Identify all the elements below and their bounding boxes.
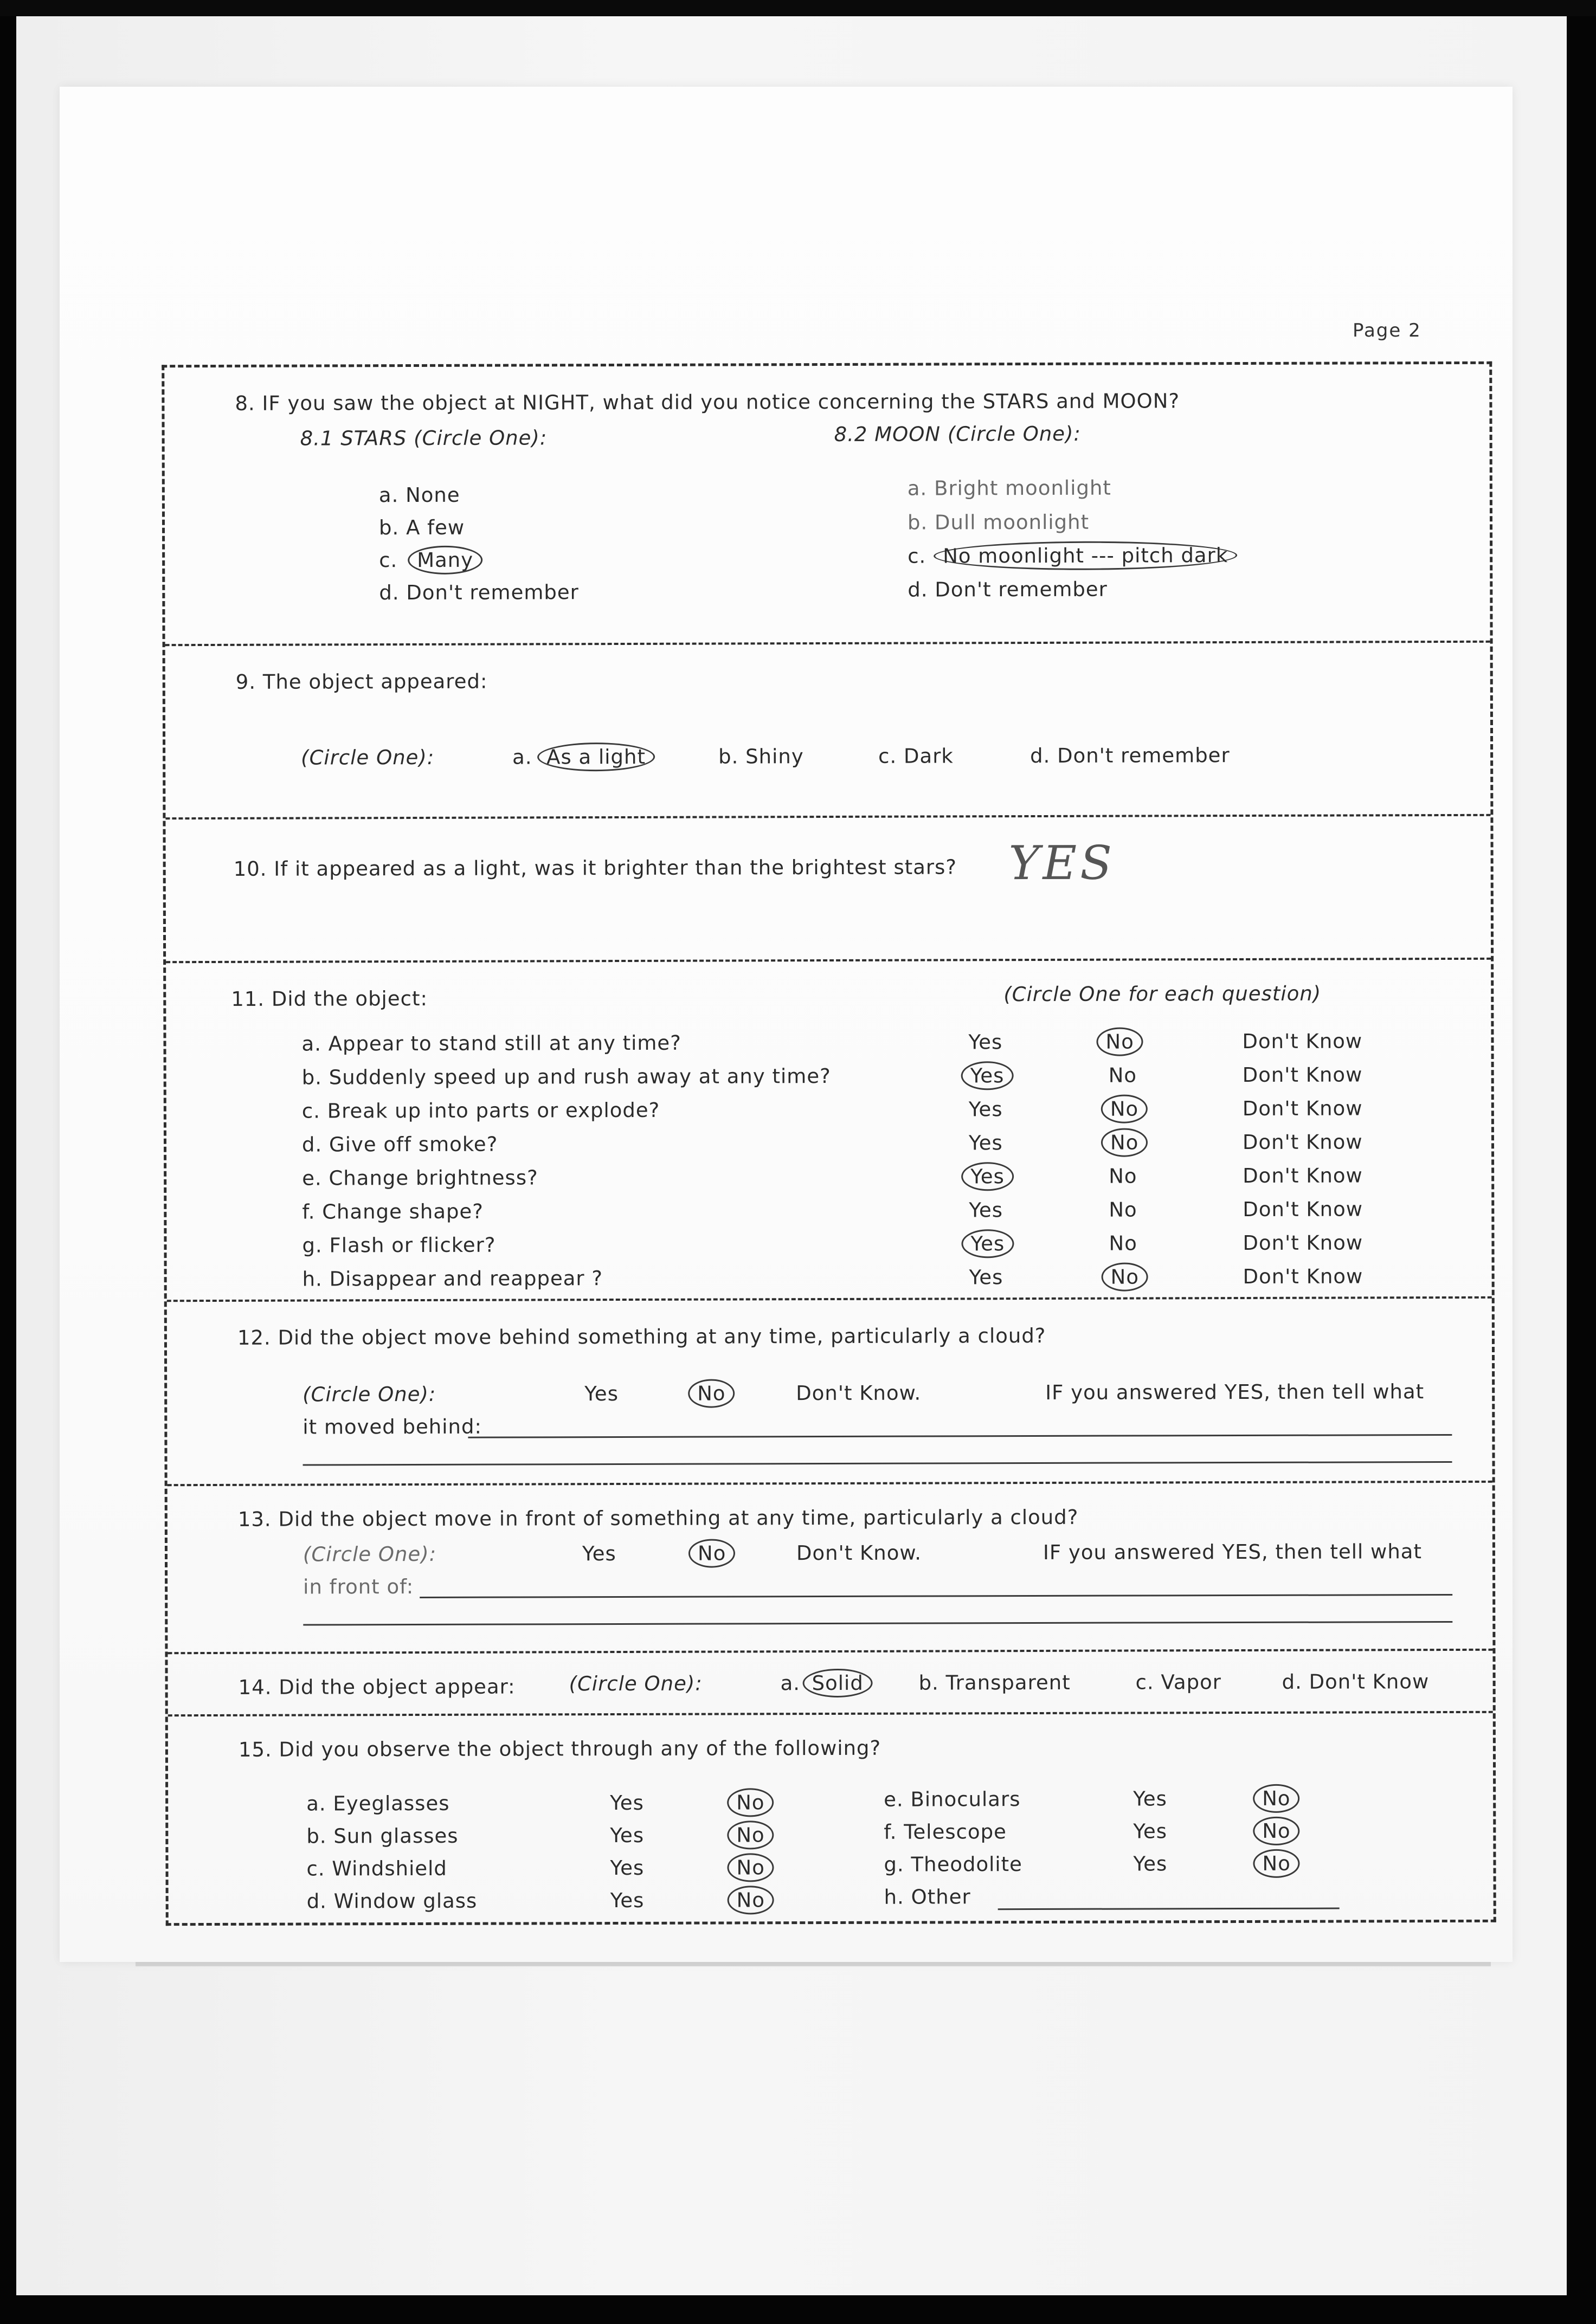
question-11-section (166, 958, 1492, 1296)
q11-d-yes[interactable]: Yes (968, 1131, 1003, 1155)
q15-sun-glasses-no[interactable] (735, 1823, 774, 1847)
question-9-section (165, 641, 1491, 819)
question-10-section (165, 814, 1491, 963)
q9-option-shiny[interactable]: b. Shiny (718, 745, 804, 769)
q15-telescope-yes[interactable]: Yes (1133, 1819, 1168, 1843)
q11-item-c: c. Break up into parts or explode? (301, 1098, 660, 1123)
q11-g-yes[interactable] (969, 1232, 1014, 1255)
q11-e-no[interactable]: No (1109, 1164, 1137, 1188)
q15-sun-glasses-no-circled: No (727, 1821, 774, 1849)
q12-dont-know[interactable]: Don't Know. (796, 1381, 922, 1405)
moon-option-dont-remember[interactable]: d. Don't remember (908, 577, 1108, 602)
q11-c-no[interactable] (1109, 1097, 1148, 1120)
q15-theodolite-no[interactable] (1260, 1852, 1299, 1875)
q14-option-a-prefix: a. (780, 1671, 801, 1695)
q11-item-b: b. Suddenly speed up and rush away at any time? (301, 1064, 831, 1089)
q9-option-as-a-light-circled: As a light (537, 743, 655, 772)
questionnaire-form (162, 361, 1496, 1926)
question-8-text: 8. IF you saw the object at NIGHT, what did you notice concerning the STARS and MOON? (235, 389, 1180, 415)
q15-eyeglasses: a. Eyeglasses (306, 1791, 450, 1816)
q12-prompt: it moved behind: (303, 1415, 482, 1439)
moon-option-dull[interactable]: b. Dull moonlight (907, 510, 1090, 534)
q11-item-g: g. Flash or flicker? (302, 1233, 496, 1257)
q12-followup: IF you answered YES, then tell what (1045, 1380, 1425, 1404)
q15-sun-glasses-yes[interactable]: Yes (610, 1823, 645, 1848)
q15-telescope-no-circled: No (1253, 1817, 1299, 1845)
moon-option-bright[interactable]: a. Bright moonlight (907, 476, 1111, 500)
q11-d-dont-know[interactable]: Don't Know (1242, 1130, 1363, 1154)
stars-option-a-few[interactable]: b. A few (378, 515, 465, 540)
question-15-text: 15. Did you observe the object through any of the following? (238, 1736, 881, 1761)
q11-a-no-circled: No (1096, 1027, 1143, 1056)
q12-answer-line-1[interactable] (468, 1434, 1452, 1438)
q11-a-yes[interactable]: Yes (968, 1030, 1003, 1054)
q14-option-dont-know[interactable]: d. Don't Know (1282, 1670, 1430, 1694)
q15-sun-glasses: b. Sun glasses (306, 1824, 459, 1848)
q15-window-glass-no[interactable] (735, 1888, 774, 1912)
q11-d-no-circled: No (1101, 1128, 1148, 1157)
q9-option-as-a-light[interactable] (545, 745, 655, 769)
q11-e-dont-know[interactable]: Don't Know (1243, 1164, 1363, 1188)
q11-item-e: e. Change brightness? (302, 1166, 538, 1190)
moon-heading: 8.2 MOON (Circle One): (834, 422, 1081, 446)
question-13-text: 13. Did the object move in front of something at any time, particularly a cloud? (237, 1505, 1079, 1531)
q11-e-yes-circled: Yes (961, 1162, 1014, 1191)
q13-dont-know[interactable]: Don't Know. (796, 1541, 922, 1565)
q11-g-dont-know[interactable]: Don't Know (1243, 1231, 1363, 1255)
q11-b-yes[interactable] (969, 1064, 1014, 1087)
q15-other-answer-line[interactable] (998, 1908, 1340, 1910)
q15-window-glass: d. Window glass (306, 1889, 478, 1913)
q11-a-no[interactable] (1104, 1030, 1143, 1053)
q11-instruction: (Circle One for each question) (1003, 982, 1322, 1006)
q15-windshield-no-circled: No (727, 1853, 774, 1882)
question-12-text: 12. Did the object move behind something at any time, particularly a cloud? (237, 1324, 1046, 1350)
q13-no-circled: No (688, 1539, 735, 1567)
q12-answer-line-2[interactable] (303, 1461, 1452, 1466)
q15-eyeglasses-yes[interactable]: Yes (610, 1791, 644, 1815)
q11-f-yes[interactable]: Yes (969, 1198, 1003, 1222)
q11-f-no[interactable]: No (1109, 1198, 1137, 1222)
stars-option-many-circled: Many (408, 546, 482, 574)
q11-c-no-circled: No (1101, 1094, 1148, 1123)
stars-heading: 8.1 STARS (Circle One): (300, 426, 548, 450)
q15-binoculars-no-circled: No (1253, 1784, 1299, 1813)
q11-g-no[interactable]: No (1109, 1231, 1137, 1255)
q11-h-no-circled: No (1102, 1262, 1148, 1291)
q15-theodolite: g. Theodolite (884, 1852, 1022, 1876)
q15-eyeglasses-no-circled: No (727, 1788, 774, 1817)
question-11-text: 11. Did the object: (231, 986, 428, 1011)
q15-telescope: f. Telescope (884, 1820, 1007, 1844)
q15-windshield: c. Windshield (306, 1856, 447, 1881)
question-14-section (168, 1649, 1492, 1716)
q11-item-f: f. Change shape? (302, 1199, 484, 1224)
q15-other: h. Other (884, 1885, 971, 1909)
q11-f-dont-know[interactable]: Don't Know (1243, 1197, 1363, 1222)
stars-option-dont-remember[interactable]: d. Don't remember (379, 580, 579, 605)
q13-answer-line-2[interactable] (303, 1621, 1452, 1626)
q14-option-vapor[interactable]: c. Vapor (1135, 1670, 1221, 1694)
q11-c-yes[interactable]: Yes (968, 1098, 1003, 1121)
stars-option-none[interactable]: a. None (378, 483, 460, 507)
question-14-text: 14. Did the object appear: (238, 1675, 516, 1699)
q15-theodolite-yes[interactable]: Yes (1133, 1852, 1168, 1876)
q15-telescope-no[interactable] (1260, 1819, 1299, 1843)
question-9-text: 9. The object appeared: (235, 669, 488, 694)
question-8-section (164, 364, 1490, 644)
q15-binoculars-yes[interactable]: Yes (1133, 1787, 1167, 1811)
q13-circle-label: (Circle One): (303, 1542, 437, 1566)
q9-option-a-prefix: a. (512, 745, 532, 769)
moon-option-no-moonlight[interactable] (941, 544, 1237, 567)
q11-d-no[interactable] (1109, 1131, 1148, 1154)
q14-circle-label: (Circle One): (569, 1671, 703, 1696)
form-page (60, 87, 1513, 1962)
q11-h-yes[interactable]: Yes (969, 1266, 1003, 1289)
stars-option-c-prefix: c. (379, 548, 398, 572)
q11-item-a: a. Appear to stand still at any time? (301, 1031, 681, 1056)
q15-windshield-yes[interactable]: Yes (610, 1856, 645, 1880)
moon-option-no-moonlight-circled: No moonlight --- pitch dark (934, 541, 1237, 570)
q11-b-dont-know[interactable]: Don't Know (1242, 1063, 1363, 1087)
q13-prompt: in front of: (303, 1575, 414, 1599)
q13-answer-line-1[interactable] (420, 1594, 1452, 1598)
q11-b-yes-circled: Yes (961, 1061, 1014, 1090)
q9-circle-label: (Circle One): (301, 745, 435, 770)
q15-theodolite-no-circled: No (1253, 1849, 1299, 1878)
q12-yes[interactable]: Yes (584, 1382, 619, 1406)
q11-e-yes[interactable] (969, 1165, 1014, 1188)
q9-option-dark[interactable]: c. Dark (878, 744, 954, 768)
moon-option-c-prefix: c. (908, 544, 926, 568)
q12-no[interactable] (696, 1382, 735, 1405)
question-10-text: 10. If it appeared as a light, was it brighter than the brightest stars? (233, 855, 957, 881)
q11-a-dont-know[interactable]: Don't Know (1242, 1029, 1363, 1054)
q11-h-dont-know[interactable]: Don't Know (1243, 1264, 1363, 1289)
q13-followup: IF you answered YES, then tell what (1042, 1540, 1422, 1564)
q11-c-dont-know[interactable]: Don't Know (1242, 1096, 1363, 1121)
question-15-section (168, 1711, 1494, 1925)
q11-item-d: d. Give off smoke? (301, 1132, 498, 1157)
q11-h-no[interactable] (1109, 1265, 1148, 1288)
q9-option-dont-remember[interactable]: d. Don't remember (1030, 744, 1230, 768)
q15-binoculars: e. Binoculars (884, 1787, 1021, 1811)
q11-g-yes-circled: Yes (961, 1229, 1014, 1258)
q15-window-glass-no-circled: No (728, 1886, 774, 1914)
q11-b-no[interactable]: No (1108, 1063, 1137, 1087)
question-13-section (168, 1481, 1493, 1649)
q11-item-h: h. Disappear and reappear ? (302, 1267, 603, 1291)
page-number: Page 2 (1353, 320, 1421, 341)
q14-option-solid[interactable] (810, 1671, 873, 1695)
q13-yes[interactable]: Yes (582, 1542, 616, 1566)
q14-option-transparent[interactable]: b. Transparent (918, 1670, 1071, 1695)
q15-binoculars-no[interactable] (1260, 1787, 1299, 1810)
q12-circle-label: (Circle One): (303, 1382, 436, 1406)
film-edge-top (0, 0, 1596, 16)
q12-no-circled: No (688, 1379, 735, 1408)
q10-handwritten-answer: YES (1008, 836, 1116, 891)
q15-eyeglasses-no[interactable] (735, 1791, 774, 1814)
stars-option-many[interactable] (415, 548, 482, 572)
q13-no[interactable] (696, 1541, 735, 1565)
q15-window-glass-yes[interactable]: Yes (610, 1888, 645, 1913)
q14-option-solid-circled: Solid (803, 1669, 873, 1697)
question-12-section (167, 1296, 1492, 1486)
q15-windshield-no[interactable] (735, 1856, 774, 1879)
